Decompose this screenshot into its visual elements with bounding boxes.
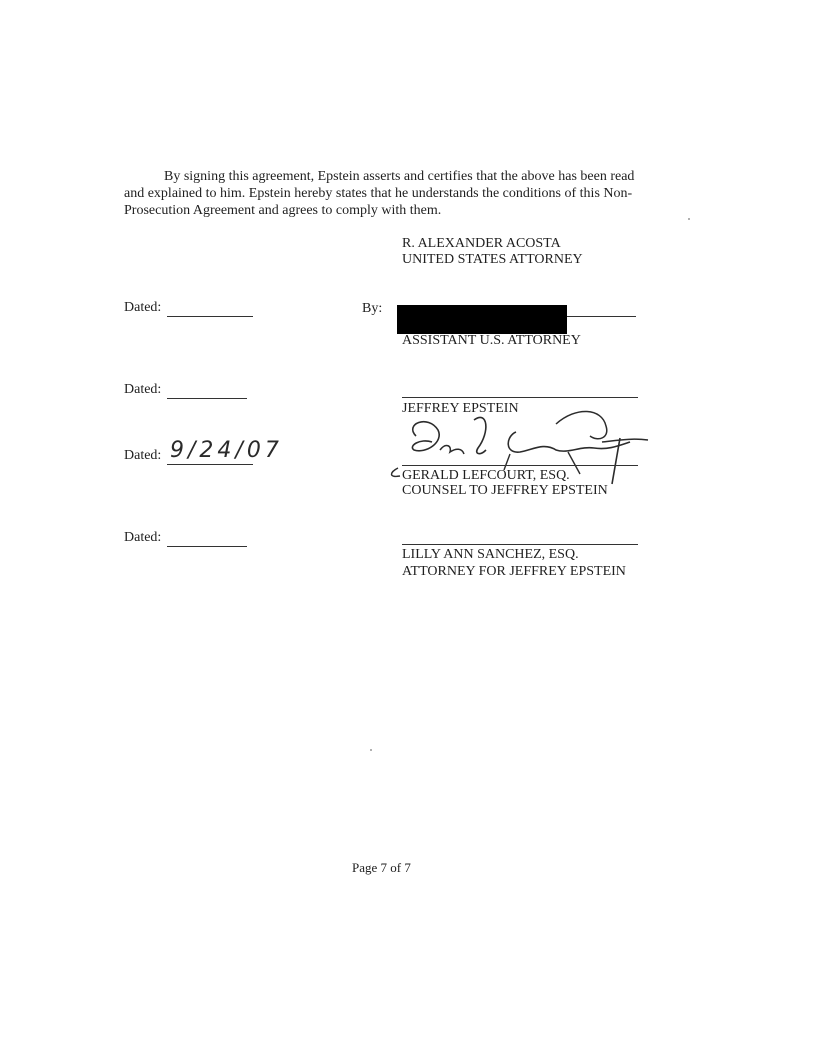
- redaction-box: [397, 305, 567, 334]
- lefcourt-name: GERALD LEFCOURT, ESQ.: [402, 468, 570, 483]
- signature-line: [402, 544, 638, 545]
- dated-label: Dated:: [124, 448, 162, 463]
- us-attorney-title: UNITED STATES ATTORNEY: [402, 252, 583, 267]
- dated-label: Dated:: [124, 382, 162, 397]
- lefcourt-title: COUNSEL TO JEFFREY EPSTEIN: [402, 483, 608, 498]
- page-number: Page 7 of 7: [352, 860, 411, 875]
- assistant-attorney-title: ASSISTANT U.S. ATTORNEY: [402, 333, 581, 348]
- paragraph-line: Prosecution Agreement and agrees to comply with them.: [124, 203, 442, 218]
- certification-paragraph: [124, 168, 664, 219]
- date-line: [167, 546, 247, 547]
- dated-label: Dated:: [124, 530, 162, 545]
- dated-label: Dated:: [124, 300, 162, 315]
- signature-line: [402, 465, 638, 466]
- signature-line: [402, 397, 638, 398]
- epstein-name: JEFFREY EPSTEIN: [402, 401, 519, 416]
- us-attorney-name: R. ALEXANDER ACOSTA: [402, 236, 561, 251]
- paragraph-line: By signing this agreement, Epstein asserts and certifies that the above has been read: [164, 169, 635, 184]
- date-line: [167, 398, 247, 399]
- scan-speck: [370, 749, 372, 751]
- by-label: By:: [362, 301, 383, 316]
- sanchez-name: LILLY ANN SANCHEZ, ESQ.: [402, 547, 579, 562]
- date-line: [167, 316, 253, 317]
- sanchez-title: ATTORNEY FOR JEFFREY EPSTEIN: [402, 564, 626, 579]
- paragraph-line: and explained to him. Epstein hereby states that he understands the conditions of this Non-: [124, 186, 633, 201]
- scan-speck: [688, 218, 690, 220]
- date-line: [167, 464, 253, 465]
- handwritten-date: 9/24/07: [170, 438, 283, 463]
